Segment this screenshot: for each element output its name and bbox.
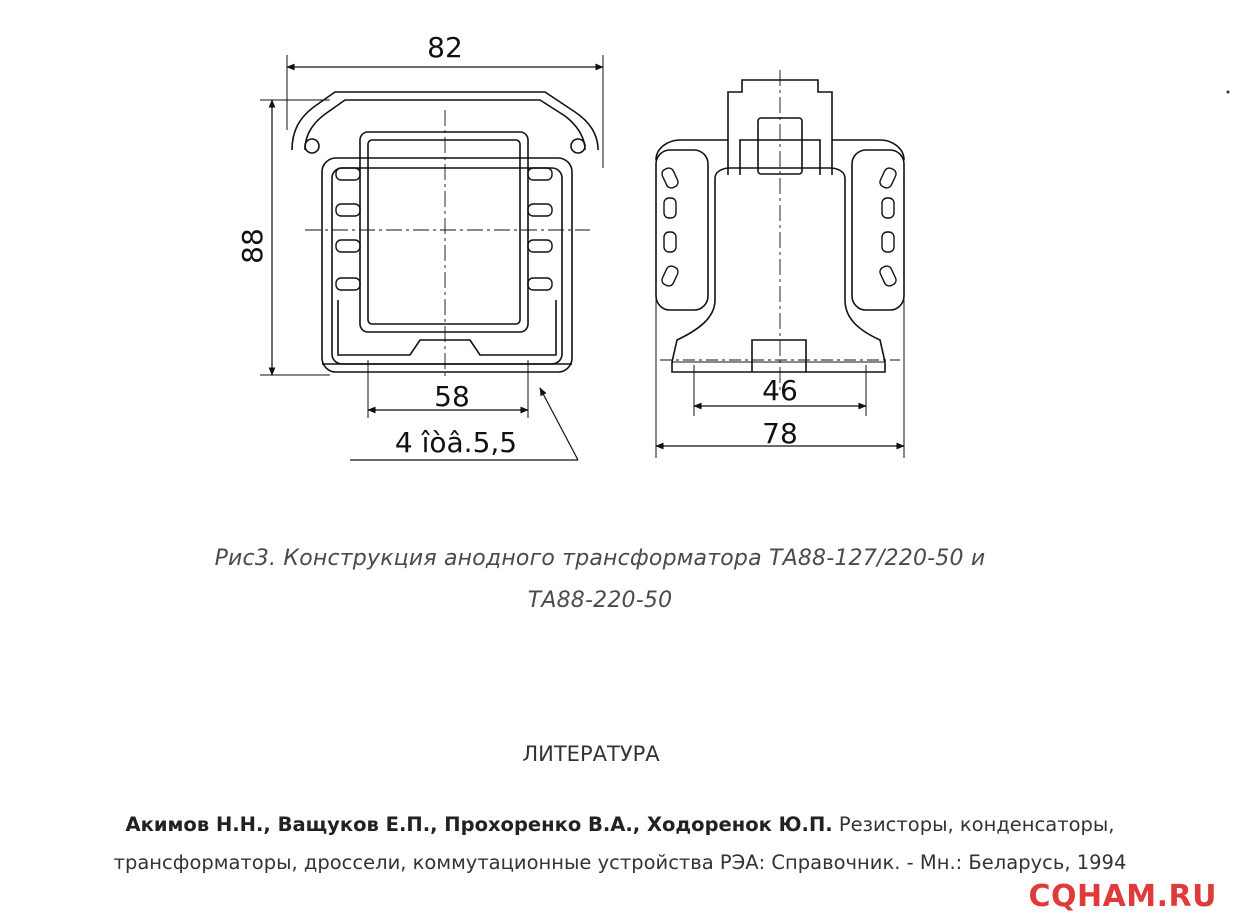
literature-reference [40, 806, 1200, 882]
front-view [260, 55, 603, 460]
dim-58-label: 58 [434, 380, 470, 413]
site-watermark: CQHAM.RU [1028, 879, 1217, 914]
dim-82-label: 82 [427, 31, 463, 64]
literature-heading: ЛИТЕРАТУРА [522, 742, 660, 766]
dim-holes-label: 4 îòâ.5,5 [394, 426, 518, 459]
figure-caption-line1: Рис3. Конструкция анодного трансформатора ТА88-127/220-50 и [214, 546, 986, 571]
reference-authors: Акимов Н.Н., Ващуков Е.П., Прохоренко В.А., Ходоренок Ю.П. [125, 813, 833, 836]
reference-title-part1: Резисторы, конденсаторы, [832, 813, 1115, 836]
dim-46-label: 46 [762, 374, 798, 407]
figure-caption-line2: ТА88-220-50 [527, 588, 673, 613]
reference-title-part2: трансформаторы, дроссели, коммутационные устройства РЭА: Справочник. - Мн.: Беларусь, 1994 [113, 851, 1127, 874]
dim-78-label: 78 [762, 417, 798, 450]
dim-88-label: 88 [236, 228, 269, 264]
